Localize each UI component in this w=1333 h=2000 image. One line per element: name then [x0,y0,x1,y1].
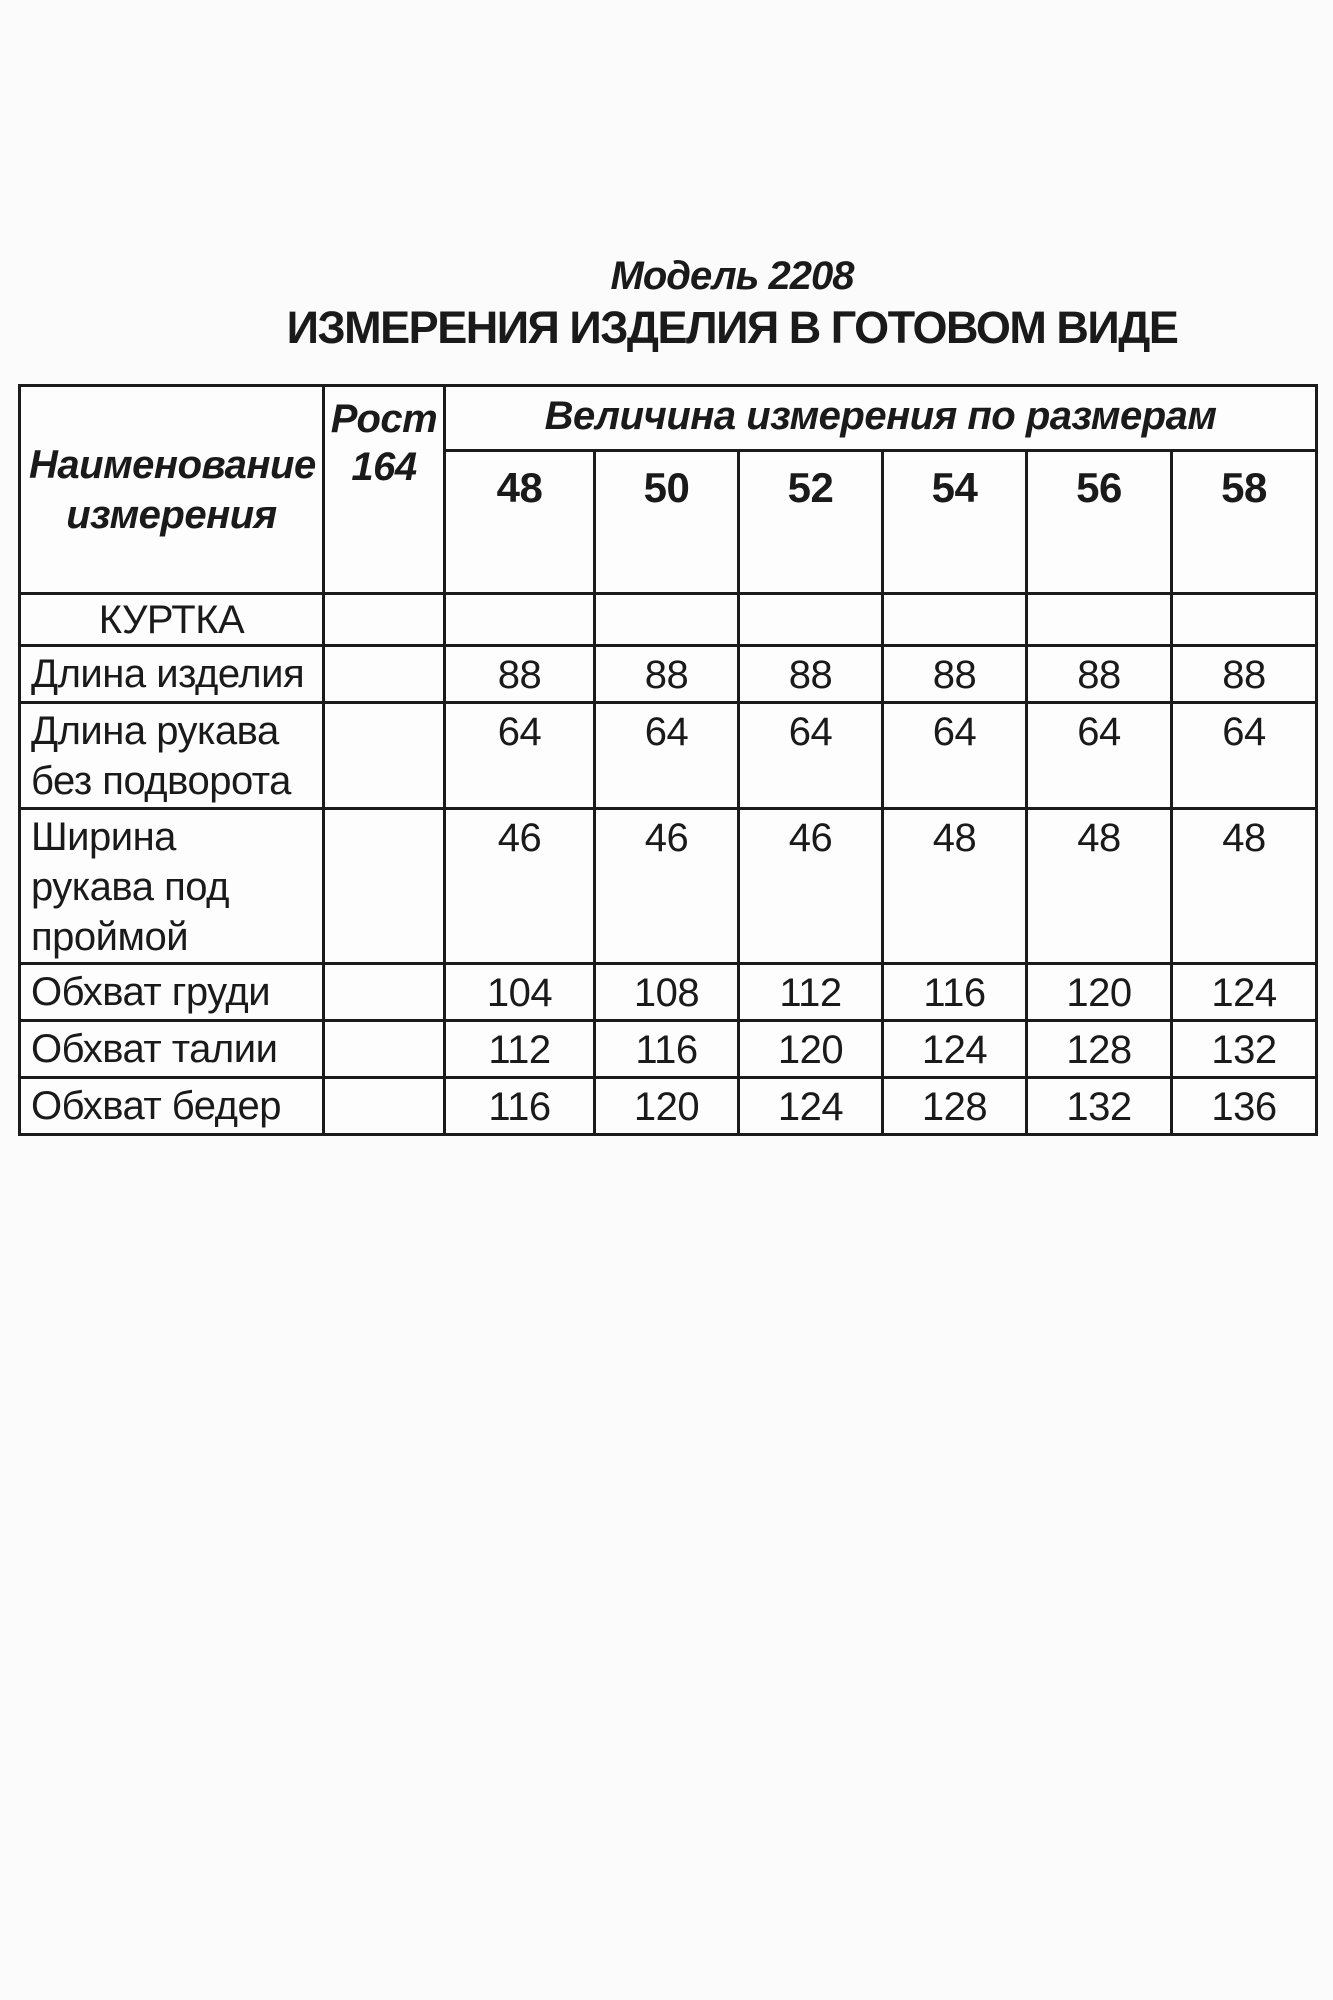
measurements-table [18,384,1318,1136]
size-column-header: 50 [595,451,739,594]
row-label [20,646,324,703]
empty-cell [324,964,445,1021]
row-label [20,809,324,964]
row-label-line: Обхват груди [31,970,271,1014]
value-cell: 48 [1027,809,1172,964]
table-row [20,809,1317,964]
value-cell: 88 [595,646,739,703]
section-label: КУРТКА [20,594,324,646]
row-label-line: Длина рукава [31,709,279,753]
value-cell: 88 [1172,646,1317,703]
value-cell: 124 [883,1021,1027,1078]
value-cell: 120 [1027,964,1172,1021]
value-cell: 88 [1027,646,1172,703]
empty-cell [324,1021,445,1078]
row-label-line: без подворота [31,759,291,803]
row-label [20,1021,324,1078]
empty-cell [324,594,445,646]
size-column-header: 56 [1027,451,1172,594]
row-label-line: Обхват талии [31,1027,278,1071]
table-row [20,703,1317,809]
value-cell: 88 [739,646,883,703]
value-cell: 64 [595,703,739,809]
empty-cell [445,594,595,646]
row-label [20,1078,324,1135]
value-cell: 116 [595,1021,739,1078]
value-cell: 120 [739,1021,883,1078]
row-label [20,703,324,809]
value-cell: 124 [1172,964,1317,1021]
size-column-header: 48 [445,451,595,594]
size-column-header: 58 [1172,451,1317,594]
value-cell: 46 [739,809,883,964]
size-column-header: 52 [739,451,883,594]
value-cell: 64 [739,703,883,809]
value-cell: 104 [445,964,595,1021]
value-cell: 64 [445,703,595,809]
value-cell: 132 [1027,1078,1172,1135]
row-label-line: рукава под [31,865,229,909]
table-row [20,964,1317,1021]
document-title: ИЗМЕРЕНИЯ ИЗДЕЛИЯ В ГОТОВОМ ВИДЕ [286,302,1178,353]
value-cell: 124 [739,1078,883,1135]
value-cell: 88 [883,646,1027,703]
row-label-line: Длина изделия [31,652,305,696]
title-block [130,252,1333,354]
empty-cell [324,646,445,703]
row-label [20,964,324,1021]
value-cell: 116 [883,964,1027,1021]
empty-cell [1027,594,1172,646]
value-cell: 64 [883,703,1027,809]
value-cell: 48 [1172,809,1317,964]
empty-cell [324,1078,445,1135]
value-cell: 46 [595,809,739,964]
value-cell: 46 [445,809,595,964]
value-cell: 64 [1172,703,1317,809]
value-cell: 116 [445,1078,595,1135]
empty-cell [1172,594,1317,646]
empty-cell [324,809,445,964]
size-column-header: 54 [883,451,1027,594]
empty-cell [324,703,445,809]
value-cell: 112 [445,1021,595,1078]
model-title: Модель 2208 [610,254,854,298]
value-cell: 64 [1027,703,1172,809]
value-cell: 108 [595,964,739,1021]
value-cell: 120 [595,1078,739,1135]
value-cell: 48 [883,809,1027,964]
value-cell: 136 [1172,1078,1317,1135]
header-row-top [20,386,1317,451]
row-label-line: проймой [31,915,189,959]
table-row [20,1078,1317,1135]
value-cell: 128 [1027,1021,1172,1078]
value-cell: 112 [739,964,883,1021]
value-cell: 128 [883,1078,1027,1135]
table-row [20,1021,1317,1078]
value-cell: 88 [445,646,595,703]
table-row [20,646,1317,703]
row-label-line: Ширина [31,815,176,859]
col-header-size-values: Величина измерения по размерам [445,386,1317,451]
row-label-line: Обхват бедер [31,1084,281,1128]
empty-cell [739,594,883,646]
section-row-jacket [20,594,1317,646]
empty-cell [883,594,1027,646]
value-cell: 132 [1172,1021,1317,1078]
col-header-height-164: Рост 164 [324,386,445,594]
empty-cell [595,594,739,646]
col-header-measurement-name: Наименование измерения [20,386,324,594]
